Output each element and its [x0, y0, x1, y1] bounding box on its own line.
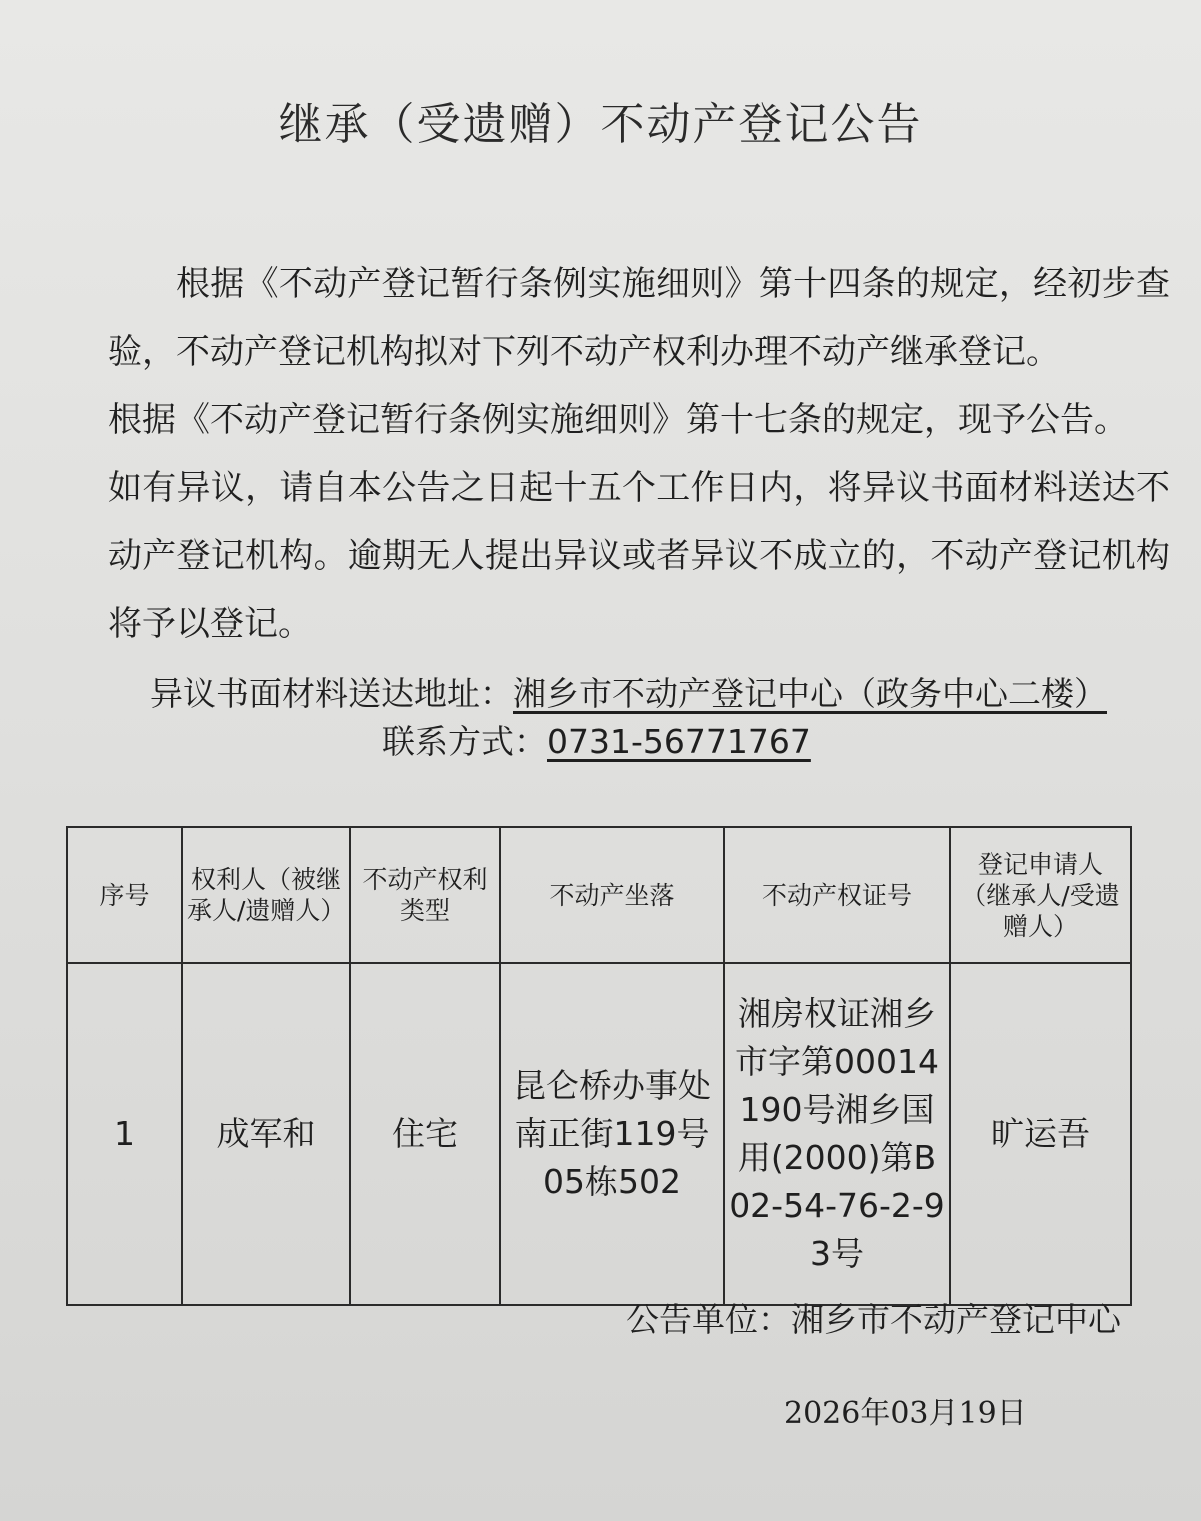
notice-title: 继承（受遗赠）不动产登记公告 — [278, 99, 923, 150]
registration-table — [66, 826, 1132, 1306]
issuer-line: 公告单位：湘乡市不动产登记中心 — [626, 1300, 1121, 1339]
paragraph-announcement: 根据《不动产登记暂行条例实施细则》第十七条的规定，现予公告。 — [108, 400, 1128, 440]
notice-date: 2026年03月19日 — [784, 1396, 1027, 1431]
header-certificate: 不动产权证号 — [724, 827, 950, 963]
cell-right-type: 住宅 — [350, 963, 500, 1305]
header-index: 序号 — [67, 827, 182, 963]
address-label: 异议书面材料送达地址： — [150, 674, 513, 713]
header-location: 不动产坐落 — [500, 827, 724, 963]
objection-address-line — [150, 668, 1107, 715]
header-applicant: 登记申请人（继承人/受遗赠人） — [950, 827, 1131, 963]
cell-applicant: 旷运吾 — [950, 963, 1131, 1305]
header-holder: 权利人（被继承人/遗赠人） — [182, 827, 350, 963]
contact-phone: 0731-56771767 — [547, 722, 811, 761]
header-right-type: 不动产权利类型 — [350, 827, 500, 963]
cell-index: 1 — [67, 963, 182, 1305]
cell-certificate: 湘房权证湘乡市字第00014190号湘乡国用(2000)第B02-54-76-2-93号 — [724, 963, 950, 1305]
paragraph-objection: 如有异议，请自本公告之日起十五个工作日内，将异议书面材料送达不动产登记机构。逾期无人提出异议或者异议不成立的，不动产登记机构将予以登记。 — [108, 468, 1170, 644]
address-value: 湘乡市不动产登记中心（政务中心二楼） — [513, 674, 1107, 713]
cell-holder: 成军和 — [182, 963, 350, 1305]
contact-label: 联系方式： — [382, 722, 547, 761]
table-header-row — [67, 827, 1131, 963]
notice-body — [108, 250, 1170, 658]
cell-location: 昆仑桥办事处南正街119号05栋502 — [500, 963, 724, 1305]
table-row — [67, 963, 1131, 1305]
paragraph-registration: 根据《不动产登记暂行条例实施细则》第十四条的规定，经初步查验，不动产登记机构拟对下列不动产权利办理不动产继承登记。 — [108, 264, 1170, 372]
contact-line — [382, 716, 811, 763]
